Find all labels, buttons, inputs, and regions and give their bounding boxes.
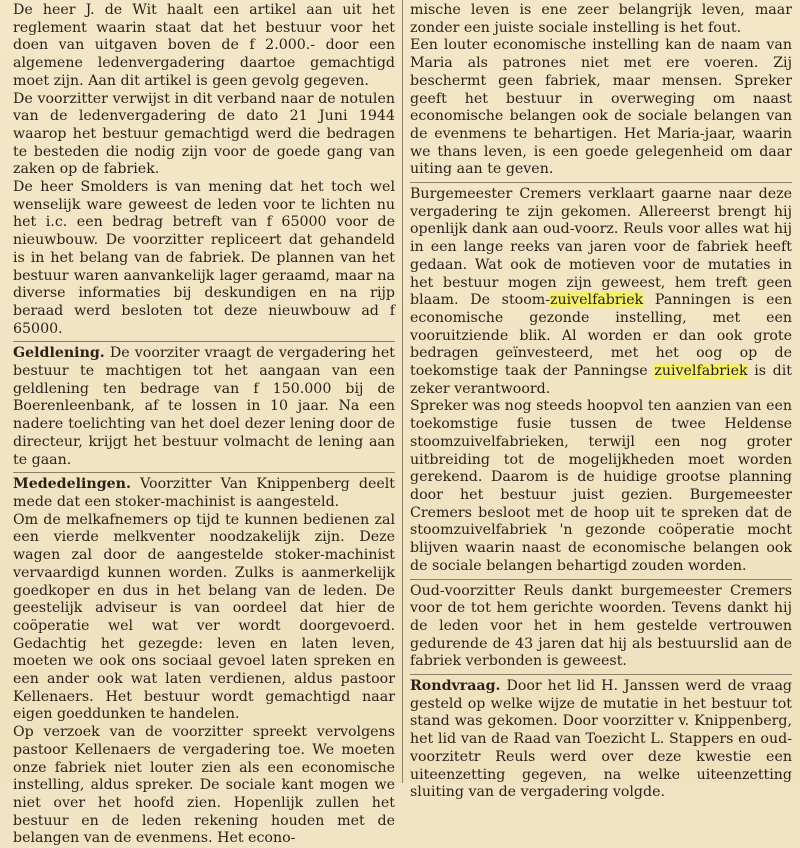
paragraph-maria: Een louter economische instelling kan de naam van Maria als patrones niet met ere voeren. Zij beschermt geen fabriek, maar mensen. Spreker geeft het bestuur in overweging om naast economische belangen ook de sociale belangen van de evenmens te behartigen. Het Maria-jaar, waarin we thans leven, is een goede gelegenheid om daar uiting aan te geven. <box>410 37 792 178</box>
paragraph-reuls: Oud-voorzitter Reuls dankt burgemeester Cremers voor de tot hem gerichte woorden. Tevens dankt hij de leden voor het in hem gestelde vertrouwen gedurende de 43 jaren dat hij als bestuurslid aan de fabriek verbonden is geweest. <box>410 582 792 670</box>
rondvraag-body: Door het lid H. Janssen werd de vraag gesteld op welke wijze de mutatie in het bestuur tot stand was gekomen. Door voorzitter v. Knippenberg, het lid van de Raad van Toezicht L. Stappers en oud-voorzitetr Reuls werd over deze kwestie een uiteenzetting gegeven, na welke uiteenzetting sluiting van de vergadering volgde. <box>410 678 792 801</box>
paragraph-voorzitter-notulen: De voorzitter verwijst in dit verband naar de notulen van de ledenvergadering de dato 21 Juni 1944 waarop het bestuur gemachtigd werd die bedragen te besteden die nodig zijn voor de goede gang van zaken op de fabriek. <box>13 90 395 178</box>
heading-mededelingen: Mededelingen. <box>13 476 131 493</box>
paragraph-mededelingen <box>13 476 395 511</box>
paragraph-fusie: Spreker was nog steeds hoopvol ten aanzien van een toekomstige fusie tussen de twee Heldense stoomzuivelfabrieken, terwijl een nog groter uitbreiding tot de mogelijkheden moet worden gerekend. Daarom is de huidige grootse planning door het bestuur juist gezien. Burgemeester Cremers besloot met de hoop uit te spreken dat de stoomzuivelfabriek 'n gezonde coöperatie mocht blijven waarin naast de economische belangen ook de sociale belangen behartigd zouden worden. <box>410 398 792 574</box>
cremers-text-part-3: is dit zeker verantwoord. <box>410 363 792 397</box>
section-divider <box>410 579 792 580</box>
right-column <box>410 2 792 802</box>
column-rule <box>402 0 403 783</box>
section-divider <box>13 472 395 473</box>
paragraph-kellenaers: Op verzoek van de voorzitter spreekt vervolgens pastoor Kellenaers de vergadering toe. We moeten onze fabriek niet louter zien als een economische instelling, aldus spreker. De sociale kant mogen we niet over het hoofd zien. Hopenlijk zullen het bestuur en de leden rekening houden met de belangen van de evenmens. Het econo- <box>13 724 395 847</box>
left-column <box>13 2 395 848</box>
section-divider <box>13 341 395 342</box>
mededelingen-body: Voorzitter Van Knippenberg deelt mede dat een stoker-machinist is aangesteld. <box>13 476 395 510</box>
section-divider <box>410 674 792 675</box>
paragraph-smolders: De heer Smolders is van mening dat het toch wel wenselijk ware geweest de leden voor te lichten nu het i.c. een bedrag betreft van f 65000 voor de nieuwbouw. De voorzitter repliceert dat gehandeld is in het belang van de fabriek. De plannen van het bestuur waren aanvankelijk lager geraamd, maar na diverse informaties bij deskundigen en na rijp beraad werd besloten tot deze nieuwbouw ad f 65000. <box>13 179 395 337</box>
geldlening-body: De voorziter vraagt de vergadering het bestuur te machtigen tot het aangaan van een geldlening ten bedrage van f 150.000 bij de Boerenleenbank, af te lossen in 10 jaar. Na een nadere toelichting van het doel dezer lening door de directeur, krijgt het bestuur volmacht de lening aan te gaan. <box>13 345 395 468</box>
highlighted-term: zuivelfabriek <box>654 363 748 380</box>
cremers-text-part-1: Burgemeester Cremers verklaart gaarne naar deze vergadering te zijn gekomen. Allereerst brengt hij openlijk dank aan oud-voorz. Reuls voor alles wat hij in een lange reeks van jaren voor de fabriek heeft gedaan. Wat ook de motieven voor de mutaties in het bestuur mogen zijn geweest, hem treft geen blaam. De stoom- <box>410 186 792 309</box>
paragraph-de-wit: De heer J. de Wit haalt een artikel aan uit het reglement waarin staat dat het bestuur voor het doen van uitgaven boven de f 2.000.- door een algemene ledenvergadering daartoe gemachtigd moet zijn. Aan dit artikel is geen gevolg gegeven. <box>13 2 395 89</box>
paragraph-rondvraag <box>410 678 792 802</box>
paragraph-geldlening <box>13 345 395 469</box>
paragraph-melkventer: Om de melkafnemers op tijd te kunnen bedienen zal een vierde melkventer noodzakelijk zijn. Deze wagen zal door de aangestelde stoker-machinist vervaardigd kunnen worden. Zulks is aanmerkelijk goedkoper en dus in het belang van de leden. De geestelijk adviseur is van oordeel dat hier de coöperatie wel wat ver wordt doorgevoerd. Gedachtig het gezegde: leven en laten leven, moeten we ook ons sociaal gevoel laten spreken en een ander ook wat laten verdienen, aldus pastoor Kellenaers. Het bestuur wordt gemachtigd naar eigen goeddunken te handelen. <box>13 511 395 723</box>
heading-rondvraag: Rondvraag. <box>410 678 501 695</box>
cremers-text-part-2: Panningen is een economische gezonde instelling, met een vooruitziende blik. Al worden er dan ook grote bedragen geïnvesteerd, met het oog op de toekomstige taak der Panningse <box>410 292 792 380</box>
highlighted-term: zuivelfabriek <box>550 292 644 309</box>
paragraph-cremers <box>410 186 792 398</box>
heading-geldlening: Geldlening. <box>13 345 105 362</box>
paragraph-continuation: mische leven is ene zeer belangrijk leven, maar zonder een juiste sociale instelling is het fout. <box>410 2 792 36</box>
section-divider <box>410 182 792 183</box>
